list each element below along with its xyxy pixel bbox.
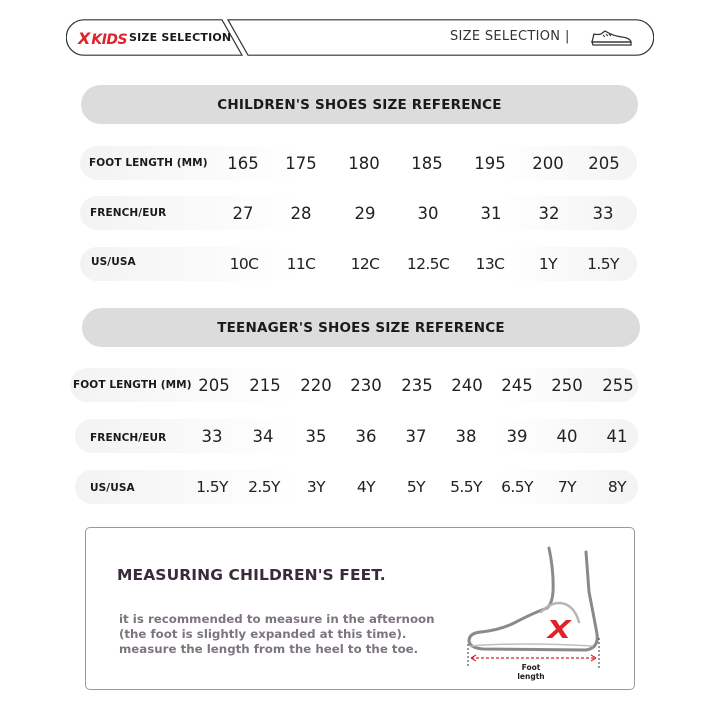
size-cell: 235	[401, 375, 433, 395]
brand-logo	[78, 29, 127, 48]
size-cell: 165	[227, 153, 259, 173]
measuring-line-1: it is recommended to measure in the afternoon	[119, 612, 435, 626]
size-cell: 12C	[350, 255, 380, 273]
size-cell: 39	[506, 426, 528, 446]
size-cell: 34	[252, 426, 274, 446]
header-right-label: SIZE SELECTION	[450, 29, 561, 44]
size-cell: 10C	[229, 255, 259, 273]
teen-row-us-usa	[75, 470, 638, 504]
measuring-panel	[85, 527, 635, 690]
size-cell: 32	[538, 203, 560, 223]
size-cell: 36	[355, 426, 377, 446]
children-row-french-eur	[80, 196, 637, 230]
size-cell: 8Y	[607, 478, 627, 496]
size-cell: 5.5Y	[450, 478, 482, 496]
row-label: FRENCH/EUR	[90, 207, 167, 219]
size-cell: 175	[285, 153, 317, 173]
row-label: US/USA	[91, 256, 136, 268]
size-cell: 37	[405, 426, 427, 446]
row-label: FOOT LENGTH (MM)	[89, 157, 208, 169]
teen-size-title: TEENAGER'S SHOES SIZE REFERENCE	[82, 308, 640, 347]
header-bar	[66, 19, 654, 56]
measuring-line-3: measure the length from the heel to the toe.	[119, 642, 419, 656]
size-cell: 27	[232, 203, 254, 223]
size-cell: 245	[501, 375, 533, 395]
measuring-line-2: (the foot is slightly expanded at this time).	[119, 627, 407, 641]
size-cell: 11C	[286, 255, 316, 273]
size-cell: 205	[588, 153, 620, 173]
size-cell: 1.5Y	[587, 255, 619, 273]
size-cell: 200	[532, 153, 564, 173]
size-cell: 180	[348, 153, 380, 173]
row-label: US/USA	[90, 482, 135, 494]
size-cell: 33	[201, 426, 223, 446]
size-cell: 185	[411, 153, 443, 173]
measuring-title: MEASURING CHILDREN'S FEET.	[117, 566, 386, 584]
size-cell: 40	[556, 426, 578, 446]
size-cell: 250	[551, 375, 583, 395]
size-cell: 38	[455, 426, 477, 446]
header-separator: |	[565, 29, 570, 44]
size-cell: 5Y	[406, 478, 426, 496]
row-label: FRENCH/EUR	[90, 432, 167, 444]
size-cell: 35	[305, 426, 327, 446]
size-cell: 4Y	[356, 478, 376, 496]
children-row-foot-length	[80, 146, 637, 180]
size-cell: 7Y	[557, 478, 577, 496]
size-cell: 6.5Y	[501, 478, 533, 496]
children-size-title: CHILDREN'S SHOES SIZE REFERENCE	[81, 85, 638, 124]
row-label: FOOT LENGTH (MM)	[73, 379, 192, 391]
size-cell: 29	[354, 203, 376, 223]
size-cell: 255	[602, 375, 634, 395]
size-cell: 41	[606, 426, 628, 446]
size-cell: 205	[198, 375, 230, 395]
size-cell: 1Y	[538, 255, 558, 273]
size-cell: 2.5Y	[248, 478, 280, 496]
size-cell: 30	[417, 203, 439, 223]
header-left-label: SIZE SELECTION	[129, 31, 232, 44]
teen-row-foot-length	[70, 368, 638, 402]
brand-x: X	[78, 29, 91, 48]
size-cell: 215	[249, 375, 281, 395]
size-cell: 3Y	[306, 478, 326, 496]
size-cell: 33	[592, 203, 614, 223]
size-cell: 31	[480, 203, 502, 223]
foot-label-2: length	[517, 672, 545, 681]
size-cell: 220	[300, 375, 332, 395]
size-cell: 13C	[475, 255, 505, 273]
foot-label-1: Foot	[521, 663, 541, 672]
size-cell: 28	[290, 203, 312, 223]
size-cell: 1.5Y	[196, 478, 228, 496]
children-row-us-usa	[80, 247, 637, 281]
size-cell: 195	[474, 153, 506, 173]
sneaker-icon	[589, 25, 633, 49]
teen-row-french-eur	[75, 419, 638, 453]
size-cell: 240	[451, 375, 483, 395]
brand-kids: KIDS	[91, 32, 128, 48]
size-cell: 230	[350, 375, 382, 395]
size-cell: 12.5C	[406, 255, 450, 273]
foot-measure-icon	[461, 542, 621, 687]
